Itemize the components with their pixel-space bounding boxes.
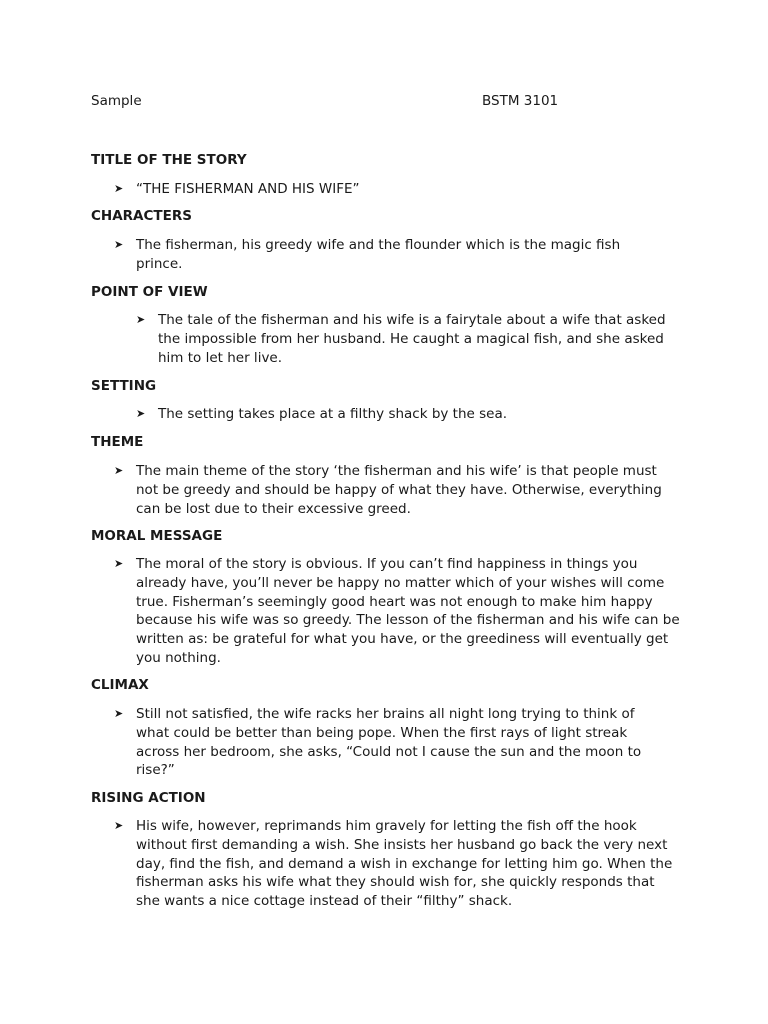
section-heading-setting: SETTING [91, 378, 157, 394]
bullet-text: The fisherman, his greedy wife and the flounder which is the magic fish prince. [136, 237, 621, 272]
bullet-text: Still not satisfied, the wife racks her brains all night long trying to think of what could be better than being pope. When the first rays of light streak across her bedroom, she asks, “Could not I cause the sun and the moon to rise?” [136, 706, 642, 779]
arrow-bullet-icon: ➤ [136, 313, 146, 326]
bullet-text: The moral of the story is obvious. If you can’t find happiness in things you already have, you’ll never be happy no matter which of your wishes will come true. Fisherman’s seemingly good heart was not enough to make him happy because his wife was so greedy. The lesson of the fisherman and his wife can be written as: be grateful for what you have, or the greediness will eventually get you nothing. [136, 556, 680, 666]
arrow-bullet-icon: ➤ [114, 557, 124, 570]
section-heading-title: TITLE OF THE STORY [91, 152, 247, 168]
arrow-bullet-icon: ➤ [114, 464, 124, 477]
section-heading-rising-action: RISING ACTION [91, 790, 206, 806]
bullet-text: The setting takes place at a filthy shack by the sea. [158, 406, 508, 422]
arrow-bullet-icon: ➤ [114, 819, 124, 832]
section-heading-point-of-view: POINT OF VIEW [91, 284, 208, 300]
section-heading-characters: CHARACTERS [91, 208, 192, 224]
section-heading-moral-message: MORAL MESSAGE [91, 528, 223, 544]
header-label: Sample [91, 93, 142, 109]
arrow-bullet-icon: ➤ [114, 238, 124, 251]
section-heading-climax: CLIMAX [91, 677, 149, 693]
arrow-bullet-icon: ➤ [114, 707, 124, 720]
arrow-bullet-icon: ➤ [114, 182, 124, 195]
bullet-text: The tale of the fisherman and his wife is a fairytale about a wife that asked the impossible from her husband. He caught a magical fish, and she asked him to let her live. [158, 312, 666, 366]
section-heading-theme: THEME [91, 434, 144, 450]
course-code: BSTM 3101 [482, 93, 559, 109]
bullet-text: His wife, however, reprimands him gravely for letting the fish off the hook without first demanding a wish. She insists her husband go back the very next day, find the fish, and demand a wish in exchange for letting him go. When the fisherman asks his wife what they should wish for, she quickly responds that she wants a nice cottage instead of their “filthy” shack. [136, 818, 673, 910]
bullet-text: “THE FISHERMAN AND HIS WIFE” [136, 181, 360, 197]
arrow-bullet-icon: ➤ [136, 407, 146, 420]
bullet-text: The main theme of the story ‘the fisherman and his wife’ is that people must not be greedy and should be happy of what they have. Otherwise, everything can be lost due to their excessive greed. [136, 463, 662, 517]
